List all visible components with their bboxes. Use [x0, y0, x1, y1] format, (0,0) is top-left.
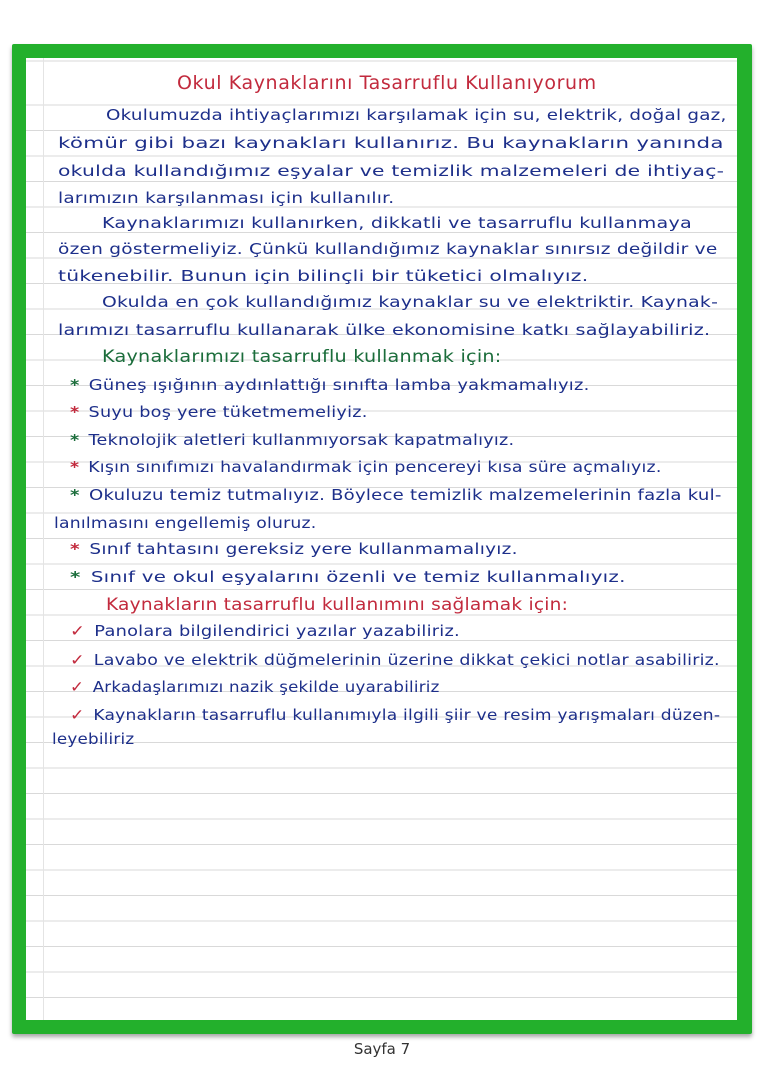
- green-star-bullet-icon: *: [70, 486, 80, 504]
- paragraph3-line1: Okulda en çok kullandığımız kaynaklar su ve elektriktir. Kaynak-: [102, 293, 719, 311]
- red-checkmark-icon: ✓: [70, 651, 85, 669]
- red-star-bullet-icon: *: [70, 540, 80, 558]
- paragraph1-line3: okulda kullandığımız eşyalar ve temizlik malzemeleri de ihtiyaç-: [58, 162, 725, 180]
- section1-item1: * Güneş ışığının aydınlattığı sınıfta lamba yakmamalıyız.: [70, 376, 590, 394]
- section2-item1: ✓ Panolara bilgilendirici yazılar yazabiliriz.: [70, 622, 460, 640]
- section1-item6: * Sınıf tahtasını gereksiz yere kullanmamalıyız.: [70, 540, 518, 558]
- section1-item7: * Sınıf ve okul eşyalarını özenli ve temiz kullanmalıyız.: [70, 568, 626, 586]
- paragraph3-line2: larımızı tasarruflu kullanarak ülke ekonomisine katkı sağlayabiliriz.: [58, 321, 711, 339]
- section1-item5-continuation: lanılmasını engellemiş oluruz.: [54, 514, 317, 532]
- section1-heading: Kaynaklarımızı tasarruflu kullanmak için:: [102, 347, 502, 366]
- green-star-bullet-icon: *: [70, 376, 80, 394]
- margin-line: [43, 58, 44, 1020]
- paragraph1-line2: kömür gibi bazı kaynakları kullanırız. Bu kaynakların yanında: [58, 134, 724, 152]
- section1-item3: * Teknolojik aletleri kullanmıyorsak kapatmalıyız.: [70, 431, 515, 449]
- red-star-bullet-icon: *: [70, 458, 80, 476]
- paragraph2-line3: tükenebilir. Bunun için bilinçli bir tüketici olmalıyız.: [58, 267, 589, 285]
- section1-item2: * Suyu boş yere tüketmemeliyiz.: [70, 403, 368, 421]
- red-checkmark-icon: ✓: [70, 706, 85, 724]
- paragraph2-line1: Kaynaklarımızı kullanırken, dikkatli ve tasarruflu kullanmaya: [102, 214, 692, 232]
- paragraph2-line2: özen göstermeliyiz. Çünkü kullandığımız kaynaklar sınırsız değildir ve: [58, 240, 718, 258]
- paragraph1-line1: Okulumuzda ihtiyaçlarımızı karşılamak için su, elektrik, doğal gaz,: [106, 106, 727, 124]
- section2-item4: ✓ Kaynakların tasarruflu kullanımıyla ilgili şiir ve resim yarışmaları düzen-: [70, 706, 721, 724]
- red-checkmark-icon: ✓: [70, 622, 86, 640]
- notebook-page: [26, 58, 737, 1020]
- section2-item3: ✓ Arkadaşlarımızı nazik şekilde uyarabiliriz: [70, 678, 440, 696]
- green-star-bullet-icon: *: [70, 431, 80, 449]
- red-checkmark-icon: ✓: [70, 678, 85, 696]
- paragraph1-line4: larımızın karşılanması için kullanılır.: [58, 189, 395, 207]
- red-star-bullet-icon: *: [70, 403, 80, 421]
- section1-item5: * Okuluzu temiz tutmalıyız. Böylece temizlik malzemelerinin fazla kul-: [70, 486, 722, 504]
- section1-item4: * Kışın sınıfımızı havalandırmak için pencereyi kısa süre açmalıyız.: [70, 458, 662, 476]
- section2-item4-continuation: leyebiliriz: [52, 730, 135, 748]
- page-number: Sayfa 7: [353, 1040, 411, 1058]
- section2-heading: Kaynakların tasarruflu kullanımını sağlamak için:: [106, 595, 569, 614]
- section2-item2: ✓ Lavabo ve elektrik düğmelerinin üzerine dikkat çekici notlar asabiliriz.: [70, 651, 720, 669]
- page-title: Okul Kaynaklarını Tasarruflu Kullanıyorum: [177, 72, 597, 94]
- green-star-bullet-icon: *: [70, 568, 81, 586]
